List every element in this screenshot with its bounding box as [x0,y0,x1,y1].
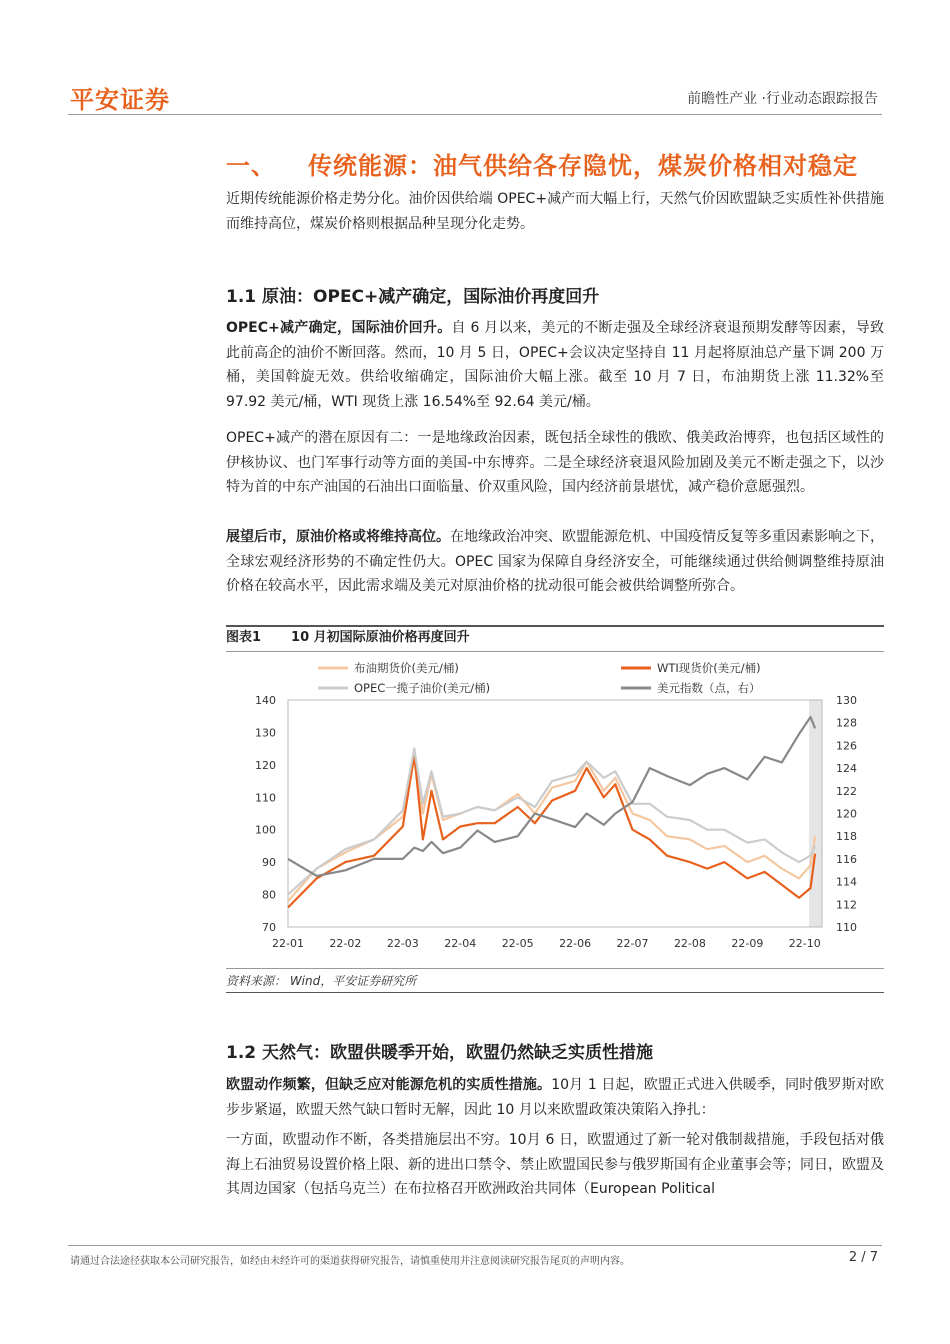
figure-label: 图表1 [226,630,262,645]
left-tick-label: 90 [262,856,276,870]
footer-divider [68,1245,882,1246]
x-tick-label: 22-03 [386,937,419,950]
oil-paragraph-3-lead: 展望后市，原油价格或将维持高位。 [226,529,450,545]
x-tick-label: 22-05 [501,937,534,950]
legend-label-3: 美元指数（点，右） [657,681,761,695]
x-tick-label: 22-09 [731,937,764,950]
plot-area-frame [288,700,822,927]
series-line-2 [288,749,815,895]
right-tick-label: 126 [836,739,857,753]
intro-paragraph: 近期传统能源价格走势分化。油价因供给端 OPEC+减产而大幅上行，天然气价因欧盟缺乏实质性补供措施而维持高位，煤炭价格则根据品种呈现分化走势。 [226,191,884,232]
gas-paragraph-1-body: 10月 1 日起，欧盟正式进入供暖季，同时俄罗斯对欧步步紧逼，欧盟天然气缺口暂时无解，因此 10 月以来欧盟政策决策陷入挣扎： [226,1077,884,1118]
figure-source: 资料来源： Wind，平安证券研究所 [226,974,417,988]
right-tick-label: 114 [836,875,857,889]
series-line-1 [288,755,815,907]
series-line-3 [288,717,815,876]
oil-paragraph-1-lead: OPEC+减产确定，国际油价回升。 [226,320,452,336]
x-tick-label: 22-07 [616,937,649,950]
subsection-heading-gas: 1.2 天然气：欧盟供暖季开始，欧盟仍然缺乏实质性措施 [226,1043,654,1063]
right-tick-label: 118 [836,830,857,844]
left-tick-label: 100 [255,823,276,837]
right-tick-label: 128 [836,716,857,730]
chart-legend [318,661,761,695]
left-tick-label: 110 [255,791,276,805]
left-axis-ticks [255,694,276,934]
source-divider [226,968,884,969]
series-lines [288,717,815,908]
header-divider [68,114,882,115]
right-tick-label: 116 [836,852,857,866]
left-tick-label: 80 [262,888,276,902]
x-axis-ticks [272,937,821,950]
legend-label-0: 布油期货价(美元/桶) [354,661,459,675]
chart-highlight-band [809,700,822,927]
oil-paragraph-2: OPEC+减产的潜在原因有二：一是地缘政治因素，既包括全球性的俄欧、俄美政治博弈，也包括区域性的伊核协议、也门军事行动等方面的美国-中东博弈。二是全球经济衰退风险加剧及美元不断走强之下，以沙特为首的中东产油国的石油出口面临量、价双重风险，国内经济前景堪忧，减产稳价意愿强烈。 [226,430,884,495]
x-tick-label: 22-08 [673,937,706,950]
oil-paragraph-1-body: 自 6 月以来，美元的不断走强及全球经济衰退预期发酵等因素，导致此前高企的油价不断回落。然而，10 月 5 日，OPEC+会议决定坚持自 11 月起将原油总产量下调 200 万桶，美国斡旋无效。供给收缩确定，国际油价大幅上涨。截至 10 月 7 日，布油期货上涨 11.32%至 97.92 美元/桶，WTI 现货上涨 16.54%至 92.64 美元/桶。 [226,320,884,410]
subsection-heading-oil: 1.1 原油：OPEC+减产确定，国际油价再度回升 [226,287,600,307]
series-line-0 [288,758,815,901]
x-tick-label: 22-10 [788,937,821,950]
section-number: 一、 [226,152,276,180]
gas-paragraph-2: 一方面，欧盟动作不断，各类措施层出不穷。10月 6 日，欧盟通过了新一轮对俄制裁措施，手段包括对俄海上石油贸易设置价格上限、新的进出口禁令、禁止欧盟国民参与俄罗斯国有企业董事会等；同日，欧盟及其周边国家（包括乌克兰）在布拉格召开欧洲政治共同体（European Political [226,1132,884,1197]
x-tick-label: 22-04 [444,937,477,950]
x-tick-label: 22-02 [329,937,362,950]
report-type: 前瞻性产业 ·行业动态跟踪报告 [687,91,878,107]
legend-label-1: WTI现货价(美元/桶) [657,661,761,675]
figure-caption: 10 月初国际原油价格再度回升 [291,630,470,645]
right-tick-label: 112 [836,898,857,912]
right-axis-ticks [836,694,857,934]
oil-paragraph-3-body: 在地缘政治冲突、欧盟能源危机、中国疫情反复等多重因素影响之下，全球宏观经济形势的不确定性仍大。OPEC 国家为保障自身经济安全，可能继续通过供给侧调整维持原油价格在较高水平，因此需求端及美元对原油价格的扰动很可能会被供给调整所弥合。 [226,529,884,594]
right-tick-label: 130 [836,694,857,707]
left-tick-label: 70 [262,921,276,934]
gas-paragraph-1 [226,1073,884,1122]
oil-paragraph-1 [226,316,884,414]
x-tick-label: 22-06 [559,937,592,950]
left-tick-label: 140 [255,694,276,707]
gas-paragraph-1-lead: 欧盟动作频繁，但缺乏应对能源危机的实质性措施。 [226,1077,552,1093]
x-tick-label: 22-01 [272,937,304,950]
section-title-text: 传统能源：油气供给各存隐忧，煤炭价格相对稳定 [308,152,858,180]
right-tick-label: 122 [836,784,857,798]
footer-disclaimer: 请通过合法途径获取本公司研究报告，如经由未经许可的渠道获得研究报告，请慎重使用并注意阅读研究报告尾页的声明内容。 [70,1256,630,1267]
legend-label-2: OPEC一揽子油价(美元/桶) [354,681,491,695]
left-tick-label: 130 [255,726,276,740]
right-tick-label: 120 [836,807,857,821]
left-tick-label: 120 [255,758,276,772]
oil-paragraph-3 [226,525,884,599]
figure-title [226,625,884,652]
right-tick-label: 124 [836,762,857,776]
oil-price-chart [226,652,884,966]
right-tick-label: 110 [836,921,857,934]
section-title [226,146,884,181]
page-number: 2 / 7 [848,1250,878,1265]
company-logo: 平安证券 [70,86,170,114]
figure-bottom-rule [226,992,884,993]
